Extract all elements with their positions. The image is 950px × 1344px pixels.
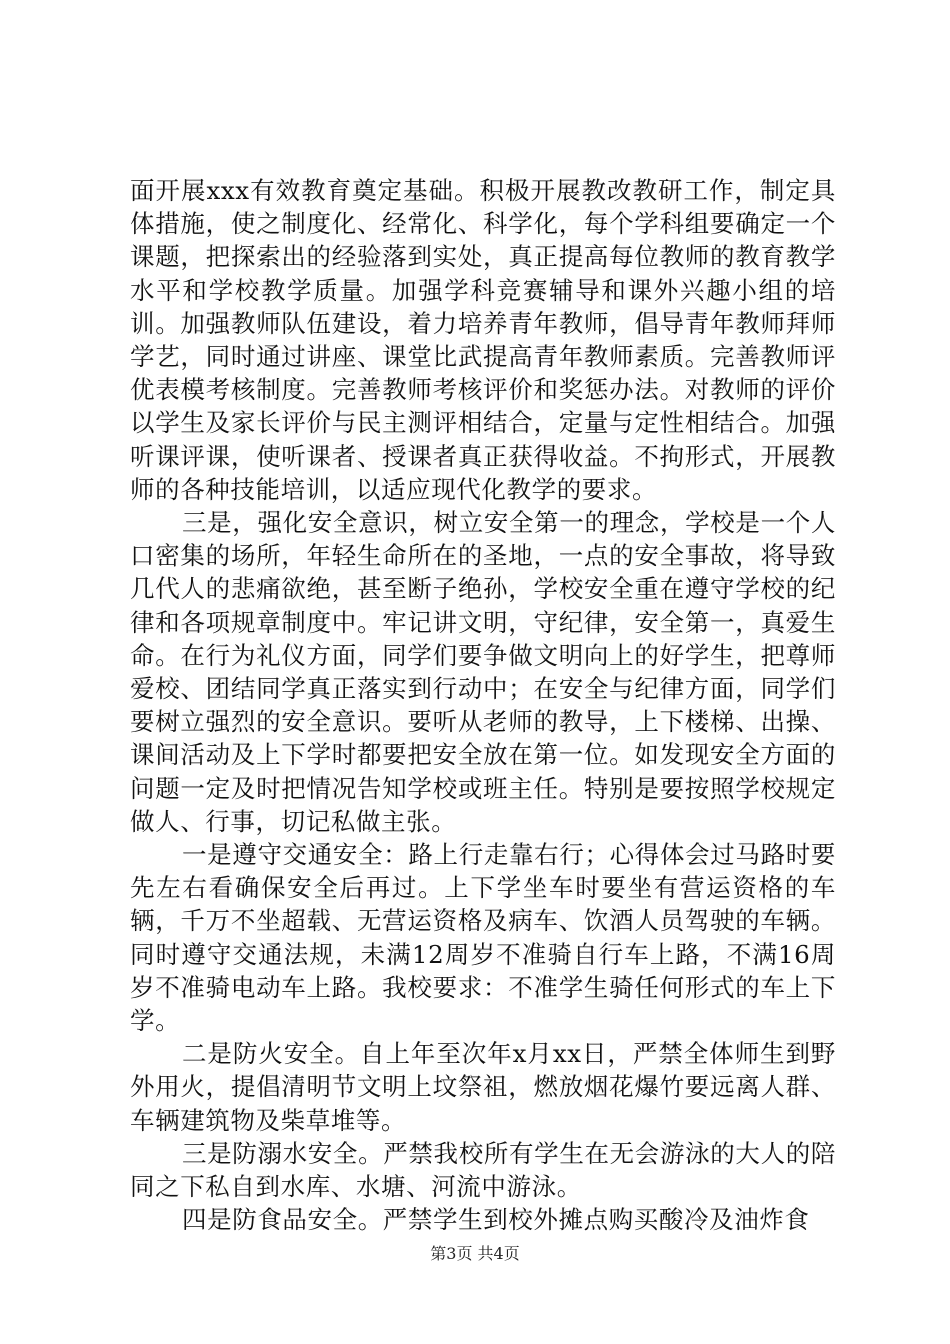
paragraph-safety-awareness: 三是，强化安全意识，树立安全第一的理念，学校是一个人口密集的场所，年轻生命所在的圣地，一点的安全事故，将导致几代人的悲痛欲绝，甚至断子绝孙，学校安全重在遵守学校的纪律和各项规章制度中。牢记讲文明，守纪律，安全第一，真爱生命。在行为礼仪方面，同学们要争做文明向上的好学生，把尊师爱校、团结同学真正落实到行动中；在安全与纪律方面，同学们要树立强烈的安全意识。要听从老师的教导，上下楼梯、出操、课间活动及上下学时都要把安全放在第一位。如发现安全方面的问题一定及时把情况告知学校或班主任。特别是要按照学校规定做人、行事，切记私做主张。: [130, 508, 836, 836]
paragraph-drowning-safety: 三是防溺水安全。严禁我校所有学生在无会游泳的大人的陪同之下私自到水库、水塘、河流中游泳。: [130, 1138, 836, 1202]
paragraph-continued: 面开展xxx有效教育奠定基础。积极开展教改教研工作，制定具体措施，使之制度化、经常化、科学化，每个学科组要确定一个课题，把探索出的经验落到实处，真正提高每位教师的教育教学水平和学校教学质量。加强学科竞赛辅导和课外兴趣小组的培训。加强教师队伍建设，着力培养青年教师，倡导青年教师拜师学艺，同时通过讲座、课堂比武提高青年教师素质。完善教师评优表模考核制度。完善教师考核评价和奖惩办法。对教师的评价以学生及家长评价与民主测评相结合，定量与定性相结合。加强听课评课，使听课者、授课者真正获得收益。不拘形式，开展教师的各种技能培训，以适应现代化教学的要求。: [130, 176, 836, 504]
paragraph-fire-safety: 二是防火安全。自上年至次年x月xx日，严禁全体师生到野外用火，提倡清明节文明上坟祭祖，燃放烟花爆竹要远离人群、车辆建筑物及柴草堆等。: [130, 1039, 836, 1135]
page-number-footer: 第3页 共4页: [430, 1244, 520, 1263]
paragraph-food-safety: 四是防食品安全。严禁学生到校外摊点购买酸冷及油炸食: [182, 1205, 810, 1235]
document-body: [130, 174, 836, 1237]
paragraph-traffic-safety: 一是遵守交通安全：路上行走靠右行；心得体会过马路时要先左右看确保安全后再过。上下学坐车时要坐有营运资格的车辆，千万不坐超载、无营运资格及病车、饮酒人员驾驶的车辆。同时遵守交通法规，未满12周岁不准骑自行车上路，不满16周岁不准骑电动车上路。我校要求：不准学生骑任何形式的车上下学。: [130, 840, 836, 1036]
